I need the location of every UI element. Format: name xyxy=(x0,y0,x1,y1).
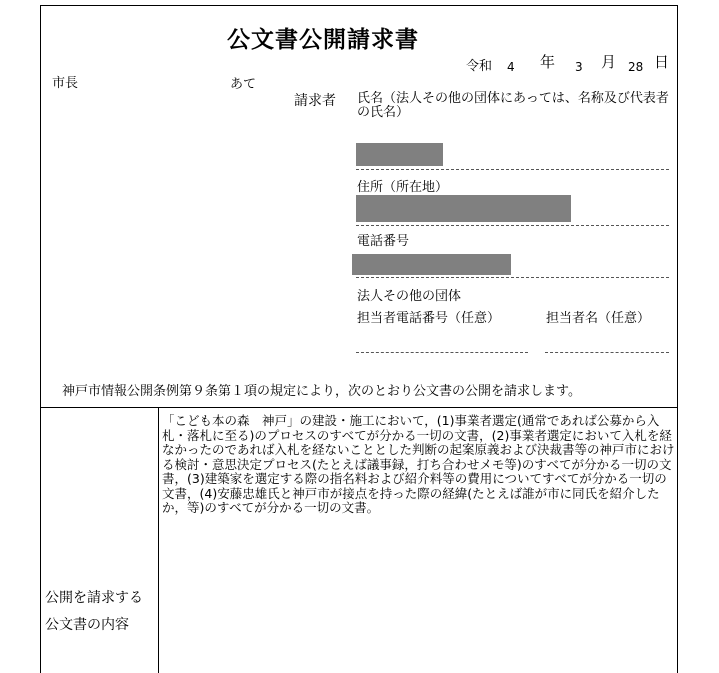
form-title: 公文書公開請求書 xyxy=(227,27,419,53)
contact-phone-label: 担当者電話番号（任意） xyxy=(357,311,501,326)
requester-label: 請求者 xyxy=(294,93,336,109)
name-dotted-line xyxy=(356,169,669,170)
atena-label: あて xyxy=(230,77,257,92)
address-field-label: 住所（所在地） xyxy=(357,180,449,195)
form-divider-horizontal xyxy=(40,407,678,408)
date-day-value: 28 xyxy=(628,60,644,74)
form-border-right xyxy=(677,5,678,673)
request-content-text: 「こども本の森 神戸」の建設・施工において，(1)事業者選定(通常であれば公募から入札・落札に至る)のプロセスのすべてが分かる一切の文書，(2)事業者選定において入札を経なかったのであれば入札を経ないこととした判断の起案原義および決裁書等の神戸市における検討・意思決定プロセス(たとえば議事録，打ち合わせメモ等)のすべてが分かる一切の文書，(3)建築家を選定する際の指名料および紹介料等の費用についてすべてが分かる一切の文書，(4)安藤忠雄氏と神戸市が接点を持った際の経緯(たとえば誰が市に同氏を紹介したか，等)のすべてが分かる一切の文書。 xyxy=(162,413,675,515)
date-era: 令和 xyxy=(466,59,493,74)
address-redaction xyxy=(356,195,571,222)
name-field-label: 氏名（法人その他の団体にあっては、名称及び代表者の氏名） xyxy=(357,91,669,120)
form-border-left xyxy=(40,5,41,673)
addressee-label: 市長 xyxy=(52,76,79,91)
contact-name-dotted-line xyxy=(545,352,669,353)
date-year-unit: 年 xyxy=(540,53,556,71)
content-label-line1: 公開を請求する xyxy=(45,590,143,606)
corp-field-label: 法人その他の団体 xyxy=(357,289,462,304)
date-month-value: 3 xyxy=(575,60,583,74)
name-redaction xyxy=(356,143,443,166)
contact-name-label: 担当者名（任意） xyxy=(546,311,651,326)
address-dotted-line xyxy=(356,225,669,226)
form-border-top xyxy=(40,5,678,6)
content-label-line2: 公文書の内容 xyxy=(45,617,129,633)
date-month-unit: 月 xyxy=(601,53,617,71)
date-year-value: 4 xyxy=(507,60,515,74)
request-statement: 神戸市情報公開条例第９条第１項の規定により，次のとおり公文書の公開を請求します。 xyxy=(62,384,581,399)
form-divider-vertical xyxy=(158,407,159,673)
contact-phone-dotted-line xyxy=(356,352,528,353)
date-day-unit: 日 xyxy=(654,53,670,71)
phone-field-label: 電話番号 xyxy=(357,234,410,249)
phone-redaction xyxy=(352,254,511,275)
phone-dotted-line xyxy=(356,277,669,278)
